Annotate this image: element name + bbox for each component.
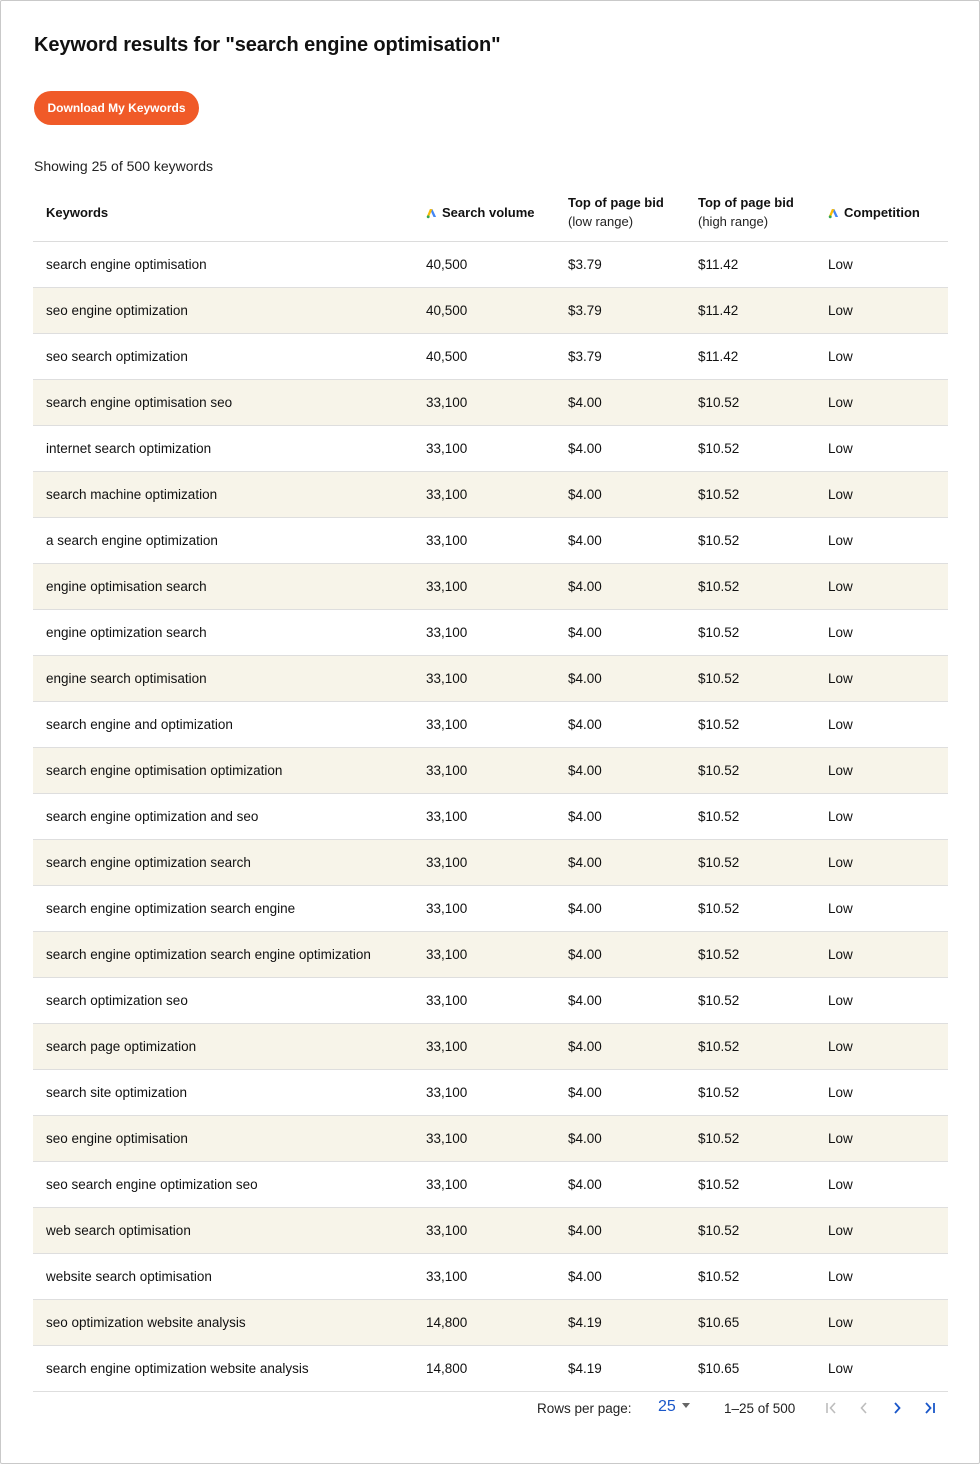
keyword-cell: search engine optimisation seo — [33, 380, 426, 426]
search-volume-cell: 33,100 — [426, 1208, 568, 1254]
bid-low-cell: $4.00 — [568, 656, 698, 702]
search-volume-cell: 33,100 — [426, 748, 568, 794]
bid-low-cell: $4.00 — [568, 1162, 698, 1208]
rows-per-page-select[interactable]: 25 — [658, 1398, 690, 1416]
prev-page-button[interactable] — [854, 1398, 874, 1418]
table-row — [33, 1208, 948, 1254]
table-row — [33, 1070, 948, 1116]
keyword-cell: search site optimization — [33, 1070, 426, 1116]
competition-cell: Low — [828, 564, 948, 610]
competition-cell: Low — [828, 886, 948, 932]
competition-cell: Low — [828, 840, 948, 886]
search-volume-cell: 33,100 — [426, 564, 568, 610]
pagination — [1, 1391, 980, 1427]
bid-low-cell: $4.19 — [568, 1346, 698, 1392]
competition-cell: Low — [828, 1024, 948, 1070]
next-page-button[interactable] — [887, 1398, 907, 1418]
search-volume-cell: 33,100 — [426, 794, 568, 840]
search-volume-cell: 33,100 — [426, 978, 568, 1024]
bid-high-cell: $10.52 — [698, 518, 828, 564]
bid-low-cell: $3.79 — [568, 242, 698, 288]
bid-high-cell: $10.52 — [698, 472, 828, 518]
bid-low-cell: $4.00 — [568, 1070, 698, 1116]
search-volume-cell: 33,100 — [426, 656, 568, 702]
keyword-cell: search optimization seo — [33, 978, 426, 1024]
competition-cell: Low — [828, 472, 948, 518]
search-volume-cell: 33,100 — [426, 1116, 568, 1162]
competition-cell: Low — [828, 518, 948, 564]
competition-cell: Low — [828, 1254, 948, 1300]
search-volume-cell: 33,100 — [426, 932, 568, 978]
bid-high-cell: $10.52 — [698, 1208, 828, 1254]
bid-high-cell: $10.52 — [698, 1254, 828, 1300]
rows-per-page-label: Rows per page: — [537, 1401, 632, 1416]
bid-low-cell: $4.00 — [568, 886, 698, 932]
bid-low-cell: $4.00 — [568, 518, 698, 564]
keyword-cell: seo search engine optimization seo — [33, 1162, 426, 1208]
competition-cell: Low — [828, 978, 948, 1024]
search-volume-cell: 33,100 — [426, 1024, 568, 1070]
bid-high-cell: $11.42 — [698, 242, 828, 288]
table-row — [33, 564, 948, 610]
search-volume-cell: 33,100 — [426, 1254, 568, 1300]
table-row — [33, 1254, 948, 1300]
bid-high-cell: $10.52 — [698, 1116, 828, 1162]
table-row — [33, 288, 948, 334]
keyword-cell: seo engine optimization — [33, 288, 426, 334]
search-volume-cell: 40,500 — [426, 242, 568, 288]
bid-high-cell: $10.52 — [698, 1024, 828, 1070]
search-volume-cell: 33,100 — [426, 702, 568, 748]
keyword-cell: search machine optimization — [33, 472, 426, 518]
keyword-cell: search engine optimization website analysis — [33, 1346, 426, 1392]
keyword-cell: seo optimization website analysis — [33, 1300, 426, 1346]
google-ads-icon — [426, 208, 437, 219]
table-row — [33, 518, 948, 564]
bid-low-cell: $4.19 — [568, 1300, 698, 1346]
search-volume-cell: 33,100 — [426, 840, 568, 886]
col-bid-low[interactable]: Top of page bid (low range) — [568, 183, 698, 242]
table-row — [33, 1162, 948, 1208]
keyword-cell: search engine optimization search engine — [33, 886, 426, 932]
prev-page-icon — [854, 1398, 874, 1418]
col-bid-high[interactable]: Top of page bid (high range) — [698, 183, 828, 242]
search-volume-cell: 33,100 — [426, 1070, 568, 1116]
keyword-cell: search engine optimisation — [33, 242, 426, 288]
table-row — [33, 840, 948, 886]
table-row — [33, 1346, 948, 1392]
search-volume-cell: 33,100 — [426, 610, 568, 656]
keyword-cell: search engine optimization and seo — [33, 794, 426, 840]
next-page-icon — [887, 1398, 907, 1418]
bid-low-cell: $3.79 — [568, 334, 698, 380]
bid-high-cell: $10.65 — [698, 1300, 828, 1346]
keyword-cell: a search engine optimization — [33, 518, 426, 564]
table-row — [33, 1300, 948, 1346]
competition-cell: Low — [828, 1300, 948, 1346]
bid-low-cell: $4.00 — [568, 610, 698, 656]
competition-cell: Low — [828, 1346, 948, 1392]
keyword-cell: internet search optimization — [33, 426, 426, 472]
bid-low-cell: $4.00 — [568, 1116, 698, 1162]
keyword-cell: seo engine optimisation — [33, 1116, 426, 1162]
competition-cell: Low — [828, 656, 948, 702]
bid-low-cell: $3.79 — [568, 288, 698, 334]
keyword-cell: search engine optimization search engine optimization — [33, 932, 426, 978]
bid-high-cell: $11.42 — [698, 334, 828, 380]
bid-high-cell: $10.52 — [698, 794, 828, 840]
bid-high-cell: $10.52 — [698, 1070, 828, 1116]
bid-high-cell: $10.52 — [698, 656, 828, 702]
competition-cell: Low — [828, 1162, 948, 1208]
bid-high-cell: $11.42 — [698, 288, 828, 334]
bid-high-cell: $10.65 — [698, 1346, 828, 1392]
competition-cell: Low — [828, 1070, 948, 1116]
bid-low-cell: $4.00 — [568, 702, 698, 748]
bid-low-cell: $4.00 — [568, 1254, 698, 1300]
bid-high-cell: $10.52 — [698, 748, 828, 794]
bid-high-cell: $10.52 — [698, 564, 828, 610]
search-volume-cell: 33,100 — [426, 886, 568, 932]
bid-high-cell: $10.52 — [698, 702, 828, 748]
col-search-volume[interactable]: Search volume — [426, 183, 568, 242]
search-volume-cell: 40,500 — [426, 334, 568, 380]
search-volume-cell: 33,100 — [426, 380, 568, 426]
first-page-icon — [822, 1398, 842, 1418]
competition-cell: Low — [828, 748, 948, 794]
chevron-down-icon — [682, 1403, 690, 1408]
bid-high-cell: $10.52 — [698, 932, 828, 978]
table-row — [33, 978, 948, 1024]
keyword-cell: engine optimization search — [33, 610, 426, 656]
bid-low-cell: $4.00 — [568, 564, 698, 610]
competition-cell: Low — [828, 426, 948, 472]
bid-high-cell: $10.52 — [698, 978, 828, 1024]
table-body — [33, 242, 948, 1392]
table-row — [33, 472, 948, 518]
competition-cell: Low — [828, 288, 948, 334]
search-volume-cell: 40,500 — [426, 288, 568, 334]
keywords-table — [33, 183, 948, 1392]
bid-high-cell: $10.52 — [698, 886, 828, 932]
bid-low-cell: $4.00 — [568, 748, 698, 794]
table-row — [33, 656, 948, 702]
table-row — [33, 334, 948, 380]
last-page-button[interactable] — [920, 1398, 940, 1418]
page-range: 1–25 of 500 — [724, 1401, 796, 1416]
table-row — [33, 1024, 948, 1070]
bid-high-cell: $10.52 — [698, 380, 828, 426]
bid-low-cell: $4.00 — [568, 426, 698, 472]
bid-low-cell: $4.00 — [568, 1024, 698, 1070]
search-volume-cell: 14,800 — [426, 1346, 568, 1392]
keyword-cell: website search optimisation — [33, 1254, 426, 1300]
showing-count: Showing 25 of 500 keywords — [34, 158, 213, 174]
competition-cell: Low — [828, 794, 948, 840]
table-row — [33, 932, 948, 978]
bid-high-cell: $10.52 — [698, 426, 828, 472]
competition-cell: Low — [828, 242, 948, 288]
keyword-cell: engine optimisation search — [33, 564, 426, 610]
search-volume-cell: 33,100 — [426, 472, 568, 518]
google-ads-icon — [828, 208, 839, 219]
table-row — [33, 794, 948, 840]
bid-low-cell: $4.00 — [568, 978, 698, 1024]
search-volume-cell: 14,800 — [426, 1300, 568, 1346]
col-competition[interactable]: Competition — [828, 183, 948, 242]
competition-cell: Low — [828, 334, 948, 380]
keyword-cell: search page optimization — [33, 1024, 426, 1070]
bid-high-cell: $10.52 — [698, 610, 828, 656]
bid-high-cell: $10.52 — [698, 840, 828, 886]
competition-cell: Low — [828, 1208, 948, 1254]
download-keywords-button[interactable]: Download My Keywords — [34, 91, 199, 125]
keyword-cell: search engine optimisation optimization — [33, 748, 426, 794]
table-row — [33, 886, 948, 932]
table-row — [33, 1116, 948, 1162]
bid-low-cell: $4.00 — [568, 840, 698, 886]
competition-cell: Low — [828, 932, 948, 978]
bid-low-cell: $4.00 — [568, 932, 698, 978]
search-volume-cell: 33,100 — [426, 518, 568, 564]
competition-cell: Low — [828, 380, 948, 426]
col-keywords[interactable]: Keywords — [33, 183, 426, 242]
table-row — [33, 610, 948, 656]
first-page-button[interactable] — [822, 1398, 842, 1418]
competition-cell: Low — [828, 610, 948, 656]
table-header — [33, 183, 948, 242]
last-page-icon — [920, 1398, 940, 1418]
table-row — [33, 242, 948, 288]
table-row — [33, 702, 948, 748]
keyword-cell: web search optimisation — [33, 1208, 426, 1254]
table-row — [33, 380, 948, 426]
bid-low-cell: $4.00 — [568, 794, 698, 840]
page-title: Keyword results for "search engine optimisation" — [34, 34, 501, 56]
search-volume-cell: 33,100 — [426, 1162, 568, 1208]
bid-low-cell: $4.00 — [568, 380, 698, 426]
bid-low-cell: $4.00 — [568, 1208, 698, 1254]
search-volume-cell: 33,100 — [426, 426, 568, 472]
keyword-cell: search engine optimization search — [33, 840, 426, 886]
keyword-cell: search engine and optimization — [33, 702, 426, 748]
competition-cell: Low — [828, 702, 948, 748]
table-row — [33, 426, 948, 472]
competition-cell: Low — [828, 1116, 948, 1162]
bid-high-cell: $10.52 — [698, 1162, 828, 1208]
keyword-cell: seo search optimization — [33, 334, 426, 380]
table-row — [33, 748, 948, 794]
bid-low-cell: $4.00 — [568, 472, 698, 518]
keyword-cell: engine search optimisation — [33, 656, 426, 702]
